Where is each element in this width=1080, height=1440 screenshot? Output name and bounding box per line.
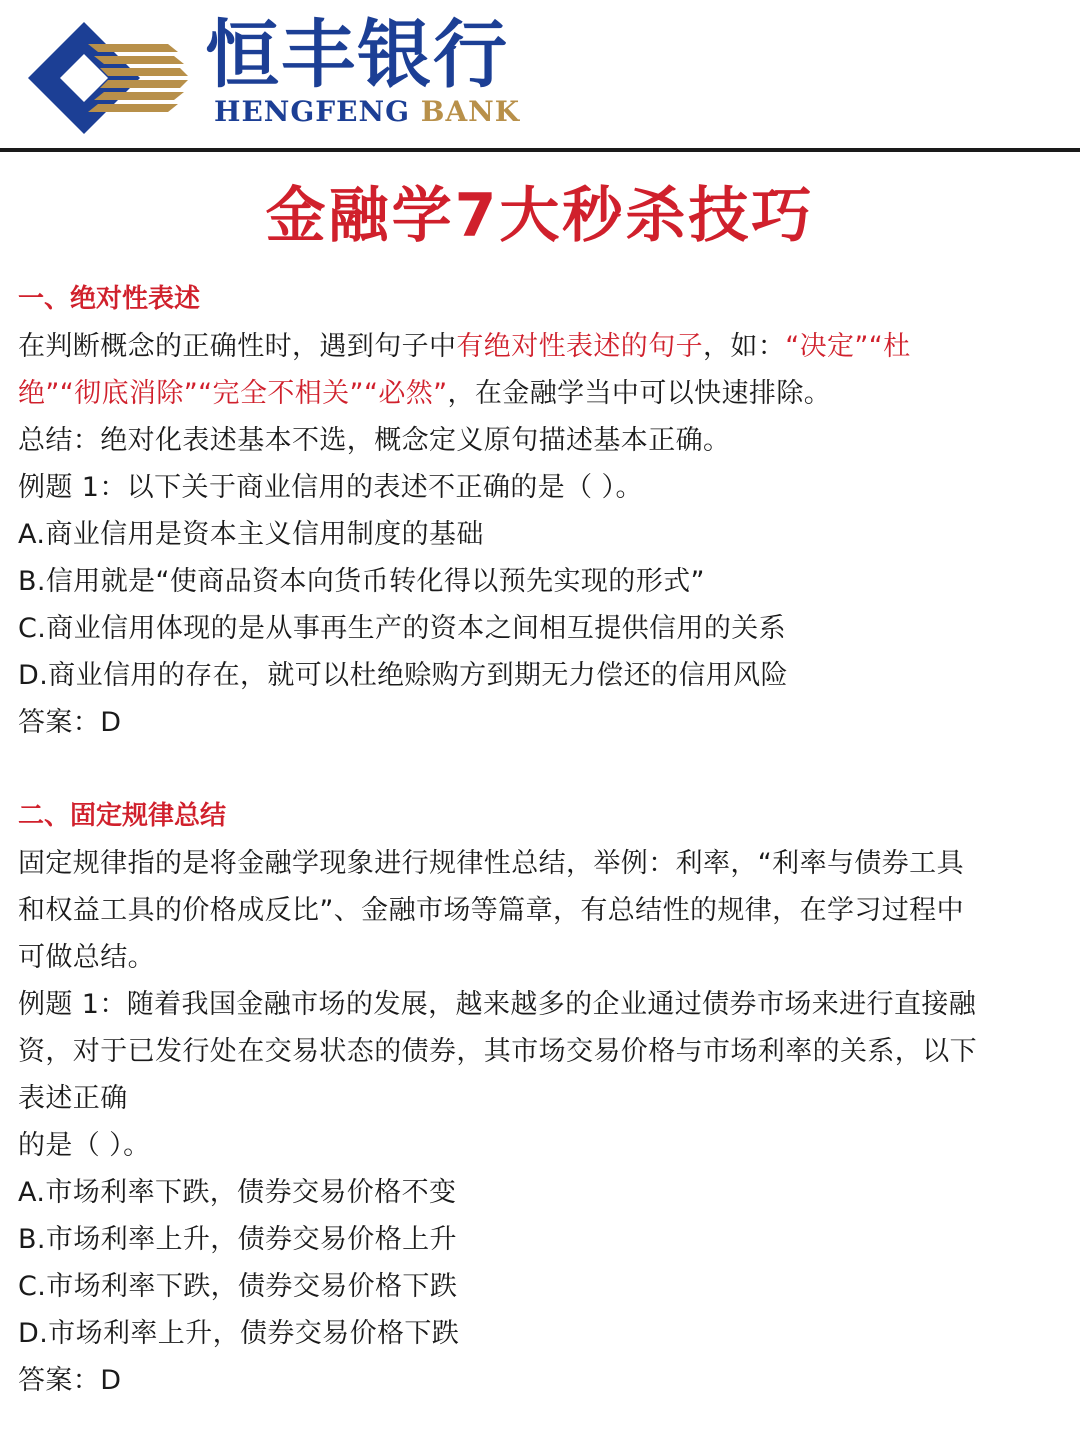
intro-text: 在判断概念的正确性时，遇到句子中 (18, 331, 457, 362)
logo-chinese-name: 恒丰银行 (205, 12, 509, 98)
section1-answer: 答案：D (18, 707, 122, 738)
logo-english-name-part1: HENGFENG (214, 95, 411, 128)
hengfeng-logo-icon (28, 22, 193, 134)
section1-option-c: C.商业信用体现的是从事再生产的资本之间相互提供信用的关系 (18, 613, 787, 644)
header-divider (0, 148, 1080, 152)
intro-highlight-examples: “决定”“杜 (785, 331, 911, 362)
section2-option-c: C.市场利率下跌，债券交易价格下跌 (18, 1271, 458, 1302)
section1-question: 例题 1：以下关于商业信用的表述不正确的是（ ）。 (18, 472, 643, 503)
section2-intro-line-3: 可做总结。 (18, 942, 155, 973)
page-title: 金融学7大秒杀技巧 (265, 181, 815, 251)
logo-english-name (214, 95, 521, 128)
section2-question-line-3: 表述正确 (18, 1083, 128, 1114)
section2-intro-line-2: 和权益工具的价格成反比”、金融市场等篇章，有总结性的规律，在学习过程中 (18, 895, 964, 926)
section1-option-d: D.商业信用的存在，就可以杜绝赊购方到期无力偿还的信用风险 (18, 660, 788, 691)
section-spacer (18, 746, 1066, 793)
section-heading-1: 一、绝对性表述 (18, 284, 201, 314)
article-body (18, 276, 1066, 1404)
section2-intro-line-1: 固定规律指的是将金融学现象进行规律性总结，举例：利率，“利率与债券工具 (18, 848, 964, 879)
section1-option-a: A.商业信用是资本主义信用制度的基础 (18, 519, 484, 550)
section1-summary: 总结：绝对化表述基本不选，概念定义原句描述基本正确。 (18, 425, 731, 456)
header (0, 0, 1080, 148)
section1-intro-line-1 (18, 323, 1066, 370)
intro-highlight: 有绝对性表述的句子 (456, 331, 704, 362)
intro-text: ，如： (703, 331, 786, 362)
section2-question-line-1: 例题 1：随着我国金融市场的发展，越来越多的企业通过债券市场来进行直接融 (18, 989, 977, 1020)
section2-question-line-2: 资，对于已发行处在交易状态的债券，其市场交易价格与市场利率的关系，以下 (18, 1036, 977, 1067)
intro-highlight-examples: 绝”“彻底消除”“完全不相关”“必然” (18, 378, 448, 409)
section2-option-b: B.市场利率上升，债券交易价格上升 (18, 1224, 457, 1255)
intro-text: ，在金融学当中可以快速排除。 (447, 378, 832, 409)
logo-english-name-part2: BANK (420, 95, 521, 128)
section-heading-2: 二、固定规律总结 (18, 801, 227, 831)
section2-question-line-4: 的是（ ）。 (18, 1130, 151, 1161)
section2-option-d: D.市场利率上升，债券交易价格下跌 (18, 1318, 460, 1349)
section1-intro-line-2 (18, 370, 1066, 417)
section2-option-a: A.市场利率下跌，债券交易价格不变 (18, 1177, 457, 1208)
section2-answer: 答案：D (18, 1365, 122, 1396)
section1-option-b: B.信用就是“使商品资本向货币转化得以预先实现的形式” (18, 566, 705, 597)
